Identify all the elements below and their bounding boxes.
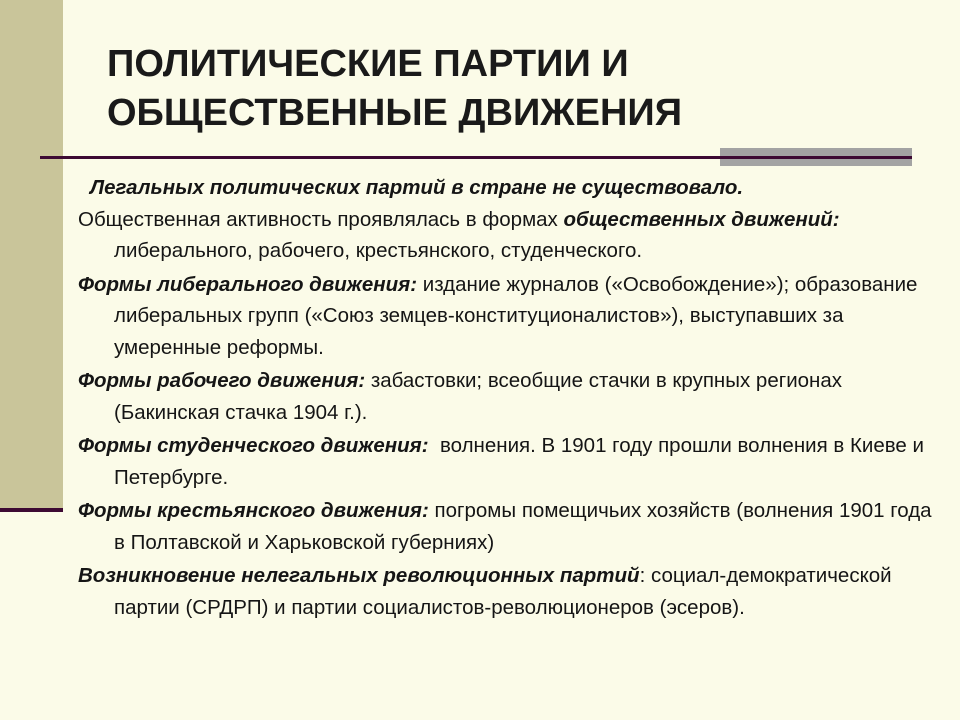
paragraph-peasant-movement	[78, 495, 946, 558]
paragraph-revolutionary-parties-heading: Возникновение нелегальных революционных партий	[78, 564, 640, 587]
title-underline-accent-line	[720, 156, 912, 159]
paragraph-liberal-movement-heading: Формы либерального движения:	[78, 272, 418, 296]
paragraph-liberal-movement	[78, 269, 946, 364]
paragraph-student-movement	[78, 430, 946, 493]
paragraph-social-activity-rest: либерального, рабочего, крестьянского, студенческого.	[114, 239, 643, 262]
slide-title	[107, 40, 907, 138]
side-decor-band	[0, 0, 63, 510]
side-decor-band-edge	[0, 508, 63, 512]
paragraph-social-activity-emphasis: общественных движений:	[563, 207, 840, 231]
paragraph-student-movement-text: волнения. В 1901 году прошли волнения в Киеве и Петербурге.	[114, 434, 930, 489]
paragraph-peasant-movement-text: погромы помещичьих хозяйств (волнения 1901 года в Полтавской и Харьковской губерниях)	[114, 499, 932, 554]
paragraph-workers-movement-text: забастовки; всеобщие стачки в крупных регионах (Бакинская стачка 1904 г.).	[114, 369, 843, 424]
intro-statement: Легальных политических партий в стране не существовало.	[90, 176, 744, 199]
paragraph-revolutionary-parties	[78, 560, 946, 623]
paragraph-liberal-movement-text: издание журналов («Освобождение»); образование либеральных групп («Союз земцев-конституционалистов»), выступавших за умеренные реформы.	[114, 272, 918, 359]
slide-title-line-2: ОБЩЕСТВЕННЫЕ ДВИЖЕНИЯ	[107, 92, 683, 134]
slide-body	[78, 172, 946, 625]
paragraph-workers-movement	[78, 365, 946, 428]
paragraph-social-activity	[78, 204, 946, 267]
paragraph-revolutionary-parties-text: : социал-демократической партии (СРДРП) и партии социалистов-революционеров (эсеров).	[114, 564, 892, 619]
paragraph-workers-movement-heading: Формы рабочего движения:	[78, 369, 366, 392]
paragraph-student-movement-heading: Формы студенческого движения:	[78, 434, 429, 457]
paragraph-social-activity-text: Общественная активность проявлялась в формах	[78, 207, 564, 231]
slide-title-line-1: ПОЛИТИЧЕСКИЕ ПАРТИИ И	[107, 43, 629, 85]
paragraph-peasant-movement-heading: Формы крестьянского движения:	[78, 499, 429, 522]
